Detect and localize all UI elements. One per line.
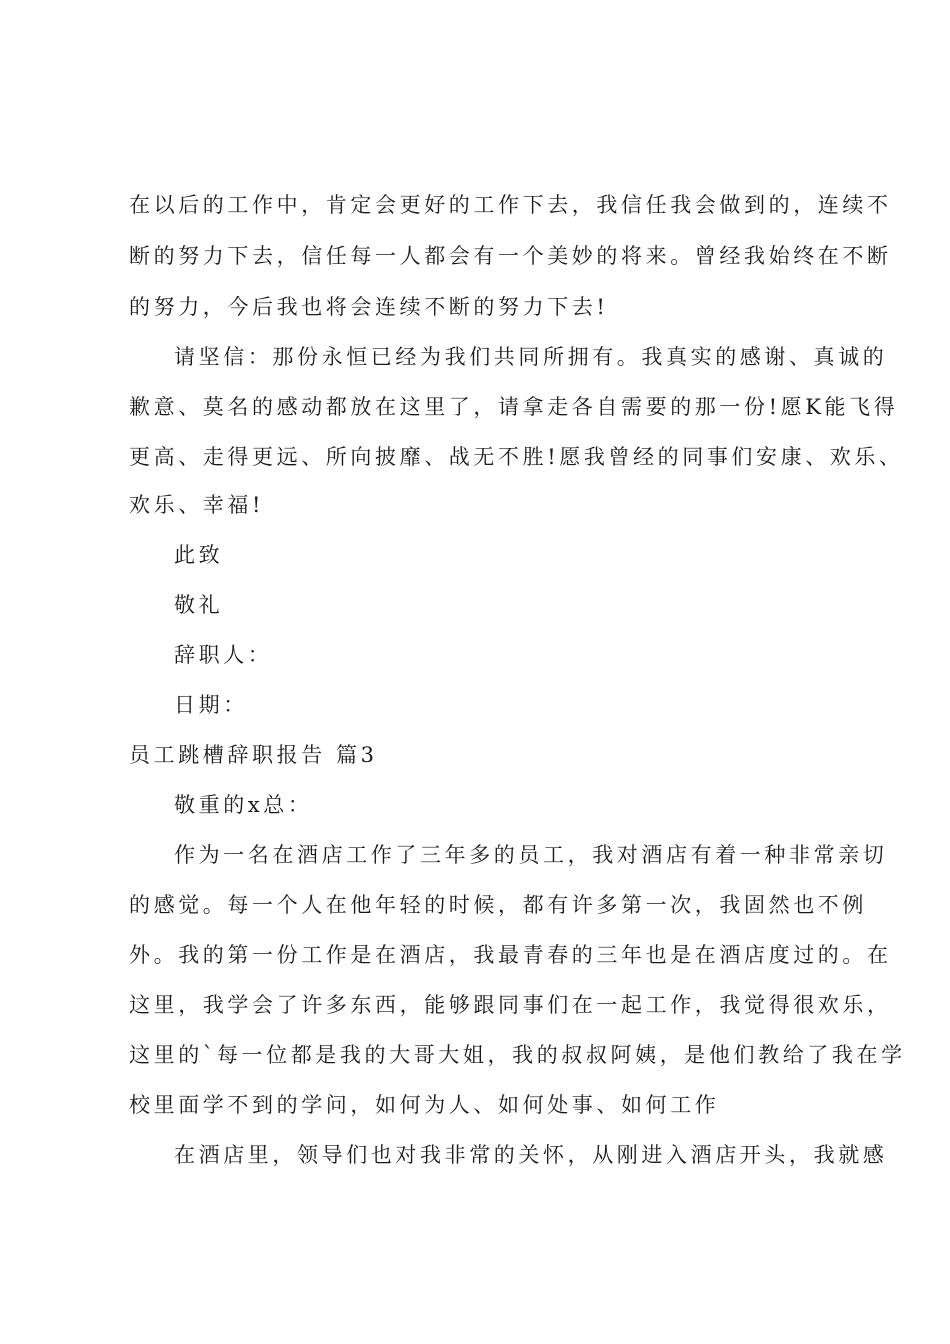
closing-line: 此致 bbox=[174, 543, 224, 567]
paragraph-line: 校里面学不到的学问，如何为人、如何处事、如何工作 bbox=[129, 1093, 720, 1117]
paragraph-line: 在以后的工作中，肯定会更好的工作下去，我信任我会做到的，连续不 bbox=[129, 193, 892, 217]
paragraph-line: 更高、走得更远、所向披靡、战无不胜!愿我曾经的同事们安康、欢乐、 bbox=[129, 445, 904, 469]
paragraph-line: 断的努力下去，信任每一人都会有一个美妙的将来。曾经我始终在不断 bbox=[129, 244, 892, 268]
salutation-line: 敬礼 bbox=[174, 593, 224, 617]
paragraph-line: 的感觉。每一个人在他年轻的时候，都有许多第一次，我固然也不例 bbox=[129, 893, 867, 917]
paragraph-line: 欢乐、幸福! bbox=[129, 493, 265, 517]
paragraph-line: 这里，我学会了许多东西，能够跟同事们在一起工作，我觉得很欢乐， bbox=[129, 993, 892, 1017]
greeting-line: 敬重的x总： bbox=[174, 793, 313, 817]
paragraph-line: 这里的`每一位都是我的大哥大姐，我的叔叔阿姨，是他们教给了我在学 bbox=[129, 1043, 906, 1067]
paragraph-line: 在酒店里，领导们也对我非常的关怀，从刚进入酒店开头，我就感 bbox=[174, 1143, 888, 1167]
paragraph-line: 歉意、莫名的感动都放在这里了，请拿走各自需要的那一份!愿K能飞得 bbox=[129, 395, 899, 419]
signature-label: 辞职人： bbox=[174, 643, 273, 667]
section-heading: 员工跳槽辞职报告 篇3 bbox=[129, 743, 378, 767]
paragraph-line: 外。我的第一份工作是在酒店，我最青春的三年也是在酒店度过的。在 bbox=[129, 943, 892, 967]
paragraph-line: 请坚信：那份永恒已经为我们共同所拥有。我真实的感谢、真诚的 bbox=[174, 345, 888, 369]
date-label: 日期： bbox=[174, 693, 248, 717]
paragraph-line: 的努力，今后我也将会连续不断的努力下去! bbox=[129, 295, 609, 319]
paragraph-line: 作为一名在酒店工作了三年多的员工，我对酒店有着一种非常亲切 bbox=[174, 843, 888, 867]
